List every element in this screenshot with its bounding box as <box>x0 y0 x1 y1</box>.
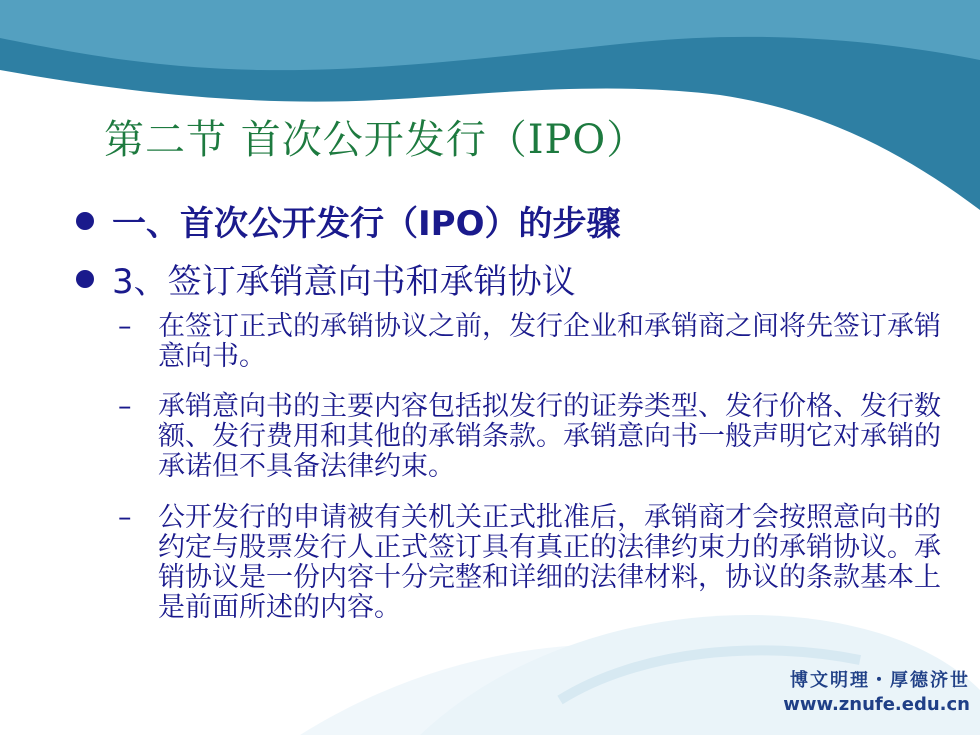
bullet-dot-icon <box>76 212 94 230</box>
bullet-item <box>76 196 620 245</box>
subpoint-text: 承销意向书的主要内容包括拟发行的证券类型、发行价格、发行数额、发行费用和其他的承销条款。承销意向书一般声明它对承销的承诺但不具备法律约束。 <box>158 391 941 482</box>
subpoint-item <box>118 503 948 623</box>
slide-title: 第二节 首次公开发行（IPO） <box>104 117 648 163</box>
subpoint-text: 在签订正式的承销协议之前，发行企业和承销商之间将先签订承销意向书。 <box>158 311 941 372</box>
logo-url: www.znufe.edu.cn <box>783 694 970 715</box>
university-logo <box>783 666 970 715</box>
dash-marker: – <box>118 311 132 342</box>
bullet-item <box>76 254 576 303</box>
logo-motto: 博文明理・厚德济世 <box>790 670 970 691</box>
subpoint-text: 公开发行的申请被有关机关正式批准后，承销商才会按照意向书的约定与股票发行人正式签订具有真正的法律约束力的承销协议。承销协议是一份内容十分完整和详细的法律材料，协议的条款基本上是前面所述的内容。 <box>158 502 941 623</box>
bullet-text: 一、首次公开发行（IPO）的步骤 <box>112 204 621 244</box>
bullet-dot-icon <box>76 270 94 288</box>
subpoint-item <box>118 392 948 482</box>
dash-marker: – <box>118 502 132 533</box>
subpoint-item <box>118 312 948 372</box>
dash-marker: – <box>118 391 132 422</box>
bullet-text: 3、签订承销意向书和承销协议 <box>112 262 576 302</box>
